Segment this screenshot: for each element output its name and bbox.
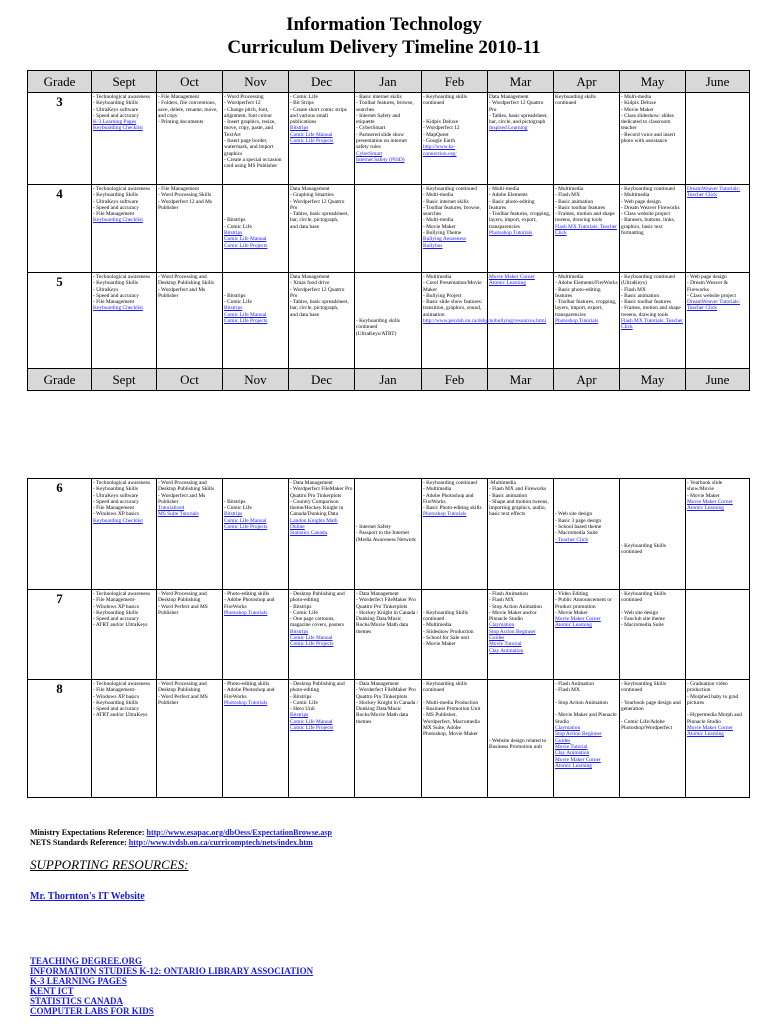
curriculum-cell [422,680,488,798]
cell-text: - Keyboarding Skills continued - Multimedia - Slideshow Production - School for Sale unit - Movie Maker [423,609,474,648]
resource-link[interactable]: Bullying Awareness [423,236,467,243]
curriculum-cell [223,590,289,680]
cell-text: - Word Processing - Wordperfect 12 - Change pitch, font, alignment, font colour - Insert graphics, resize, move, copy, paste, and TextArt - Insert page border, watermark, and import graphics - Create a special occasion card using MS Publisher [224,94,282,170]
curriculum-cell [422,590,488,680]
resource-link[interactable]: Atomic Learning [489,280,526,287]
grade-row-4 [28,185,750,273]
grade-row-3 [28,93,750,185]
timeline-table-grades-3-5 [27,70,750,391]
resource-link[interactable]: Movie Maker Corner [687,498,733,505]
resource-link[interactable]: Comic Life Manual [290,635,333,642]
cell-text: - Multi-media - Kidpix Deluxe - Movie Maker - Class slideshow: slides dedicated to classroom teacher - Record voice and insert photo with assistance [621,94,676,145]
cell-text: - Flash Animation - Flash MX - Stop Action Animation - Movie Maker and/or Pinnacle Studio [489,591,542,623]
resource-link[interactable]: K-3 Learning Pages [93,119,137,126]
cell-text: - Multimedia - Adobe Elements/FireWorks - Basic photo-editing features - Toolbar features, cropping, layers, import, export, transparencies [555,274,618,318]
top-header-may: May [620,71,686,93]
resource-link[interactable]: Atomic Learning [555,622,592,629]
resource-link[interactable]: - Teacher Click [555,536,589,543]
resource-link[interactable]: Comic Life Projects [224,318,268,325]
cell-text: - Technological awareness - Keyboarding Skills - UltraKeys software - Speed and accuracy [93,94,150,119]
curriculum-cell [157,273,223,369]
resource-link[interactable]: Comic Life Projects [224,524,268,531]
cell-text: Data Management - Graphing Smarties - Wordperfect 12 Quattro Pro - Tables, basic spreadsheet, bar, circle, pictograph, and data base [290,186,349,230]
bottom-header-june: June [686,369,750,391]
cell-text: - Keyboarding skills continued - Multi-media Production - Business Promotion Unit - MS Publisher, Wordperfect, Macromedia MX Suite, Adobe Photoshop, Movie Maker [423,681,481,738]
resource-link[interactable]: Bitstrips [290,712,309,719]
resource-link-statistics-canada[interactable]: STATISTICS CANADA [30,996,123,1006]
curriculum-cell [686,680,750,798]
resource-link[interactable]: Bullybus [423,242,443,249]
thornton-website-link[interactable]: Mr. Thornton's IT Website [30,891,145,902]
curriculum-cell [686,590,750,680]
resource-link[interactable]: Atomic Learning [687,505,724,512]
cell-text: - Technological awareness - Keyboarding Skills - UltraKeys software - Speed and accuracy - File Management [93,186,150,218]
title-line-1: Information Technology [286,14,482,35]
bottom-header-sept: Sept [92,369,157,391]
curriculum-cell [92,93,157,185]
cell-text: - Keyboarding continued (UltraKeys) - Flash MX - Basic animation - Basic toolbar features - Frames, motion and shape tweens, drawing tools [621,274,681,318]
nets-link[interactable]: http://www.tvdsb.on.ca/curricomptech/nets/index.htm [128,838,313,847]
cell-text: - Graduation video production - Morphed baby to grad pictures - Hypermedia Morph and Pinnacle Studio [687,681,742,725]
cell-text: - Web page design - Dream Weaver & Fireworks - Class website project [687,274,736,299]
curriculum-cell [223,185,289,273]
curriculum-cell [355,590,422,680]
top-header-june: June [686,71,750,93]
cell-text: - Multimedia - Corel Presentation/Movie Maker - Bullying Project - Basic slide show features: transition, graphics, sound, animation [423,274,483,318]
bottom-header-mar: Mar [488,369,554,391]
resource-link[interactable]: Movie Maker Corner [687,725,733,732]
cell-text: - Keyboarding Skills continued - Web site design - Fanclub site theme - Macromedia Suite [621,591,666,629]
resource-link[interactable]: Tutorialized [158,505,185,512]
curriculum-cell [686,185,750,273]
curriculum-cell [355,479,422,590]
resource-link[interactable]: Flash MX Tutorials: Teacher Click [555,223,617,237]
curriculum-cell [157,93,223,185]
cell-text: - Website design related to Business Promotion unit [489,737,547,750]
cell-text: - Technological awareness - Keyboarding Skills - UltraKeys - Speed and accuracy - File Management [93,274,150,306]
curriculum-cell [355,273,422,369]
resource-link[interactable]: CyberSmart [356,150,383,157]
grade-label: 3 [28,93,92,185]
resource-link[interactable]: Clay Animation [555,750,590,757]
curriculum-cell [422,479,488,590]
cell-text: - Technological awareness - File Management- - Windows XP basics - Keyboarding Skills - Speed and accuracy - ATRT and/or UltraKeys [93,681,150,719]
cell-text: - Keyboarding skills continued (UltraKeys/ATRT) [356,318,401,337]
curriculum-cell [223,680,289,798]
cell-text: Data Management - Xmas food drive - Wordperfect 12 Quattro Pro - Tables, basic spreadsheet, bar, circle, pictograph, and data base [290,274,349,318]
cell-text: - Keyboarding Skills continued - Yearbook page design and generation - Comic Life/Adobe Photoshop/Wordperfect [621,681,681,732]
grade-label: 8 [28,680,92,798]
title-line-2: Curriculum Delivery Timeline 2010-11 [227,37,541,58]
resource-link[interactable]: Comic Life Projects [290,138,334,145]
resource-link[interactable]: Claymation [555,725,581,732]
cell-text: - Multi-media - Adobe Elements - Basic photo-editing features - Toolbar features, cropping, layers, import, export, transparencies [489,186,551,230]
resource-link[interactable]: Bitstrips [290,125,309,132]
cell-text: - Data Management - Worderfect FileMaker Pro Quattro Pro Tinkerplots - Hockey Knight in Canada / Dunking Data/Music Rocks/Movie Math data themes [356,591,419,635]
cell-text: - Basic internet skills - Toolbar features, browse, searches - Internet Safety and etiquette - CyberSmart - Partnered slide show presentation on internet safety rules [356,94,414,151]
curriculum-cell [554,680,620,798]
cell-text: - Technological awareness - File Management- - Windows XP basics - Keyboarding Skills - Speed and accuracy - ATRT and/or UltraKeys [93,591,150,629]
cell-text: - Data Management - Worderfect FileMaker Pro Quattro Pro Tinkerplots - Hockey Knight in Canada / Dunking Data/Music Rocks/Movie Math data themes [356,681,419,725]
grade-label: 7 [28,590,92,680]
curriculum-cell [488,93,554,185]
resource-link[interactable]: MS Suite Tutorials [158,511,199,518]
timeline-table-grades-6-8 [27,478,750,798]
top-header-apr: Apr [554,71,620,93]
resource-link[interactable]: http://www.ks-connection.org/ [423,144,457,157]
resource-link[interactable]: Comic Life Projects [290,725,334,732]
top-header-dec: Dec [289,71,355,93]
curriculum-cell [620,590,686,680]
bottom-header-jan: Jan [355,369,422,391]
curriculum-cell [289,680,355,798]
nets-reference [30,838,313,847]
resource-link[interactable]: Movie Maker Corner [555,616,601,623]
resource-link[interactable]: Photoshop Tutorials [423,511,467,518]
resource-link[interactable]: Movie Tutorial [555,743,588,750]
resource-link[interactable]: Landon Knights Math Online [290,517,338,531]
resource-link[interactable]: Comic Life Manual [290,131,333,138]
grade-label: 5 [28,273,92,369]
curriculum-cell [620,93,686,185]
resource-link-computer-labs[interactable]: COMPUTER LABS FOR KIDS [30,1006,154,1016]
nets-label: NETS Standards Reference: [30,838,127,847]
resource-link[interactable]: Keyboarding Checklist [93,305,143,312]
cell-text: - Word Processing and Desktop Publishing - Word Perfect and MS Publisher [158,681,208,706]
curriculum-cell [620,273,686,369]
resource-link[interactable]: Photoshop Tutorials [489,230,533,237]
cell-text: - Multimedia - Flash MX - Basic animation - Basic toolbar features - Frames, motion and shape tweens, drawing tools [555,186,615,224]
grade-label: 4 [28,185,92,273]
curriculum-cell [554,93,620,185]
resource-link[interactable]: Inspired Learning [489,125,528,132]
ministry-label: Ministry Expectations Reference: [30,828,145,837]
cell-text: - Flash Animation - Flash MX - Stop Action Animation - Movie Maker and Pinnacle Studio [555,681,617,725]
top-header-feb: Feb [422,71,488,93]
cell-text: - File Management - Folders, file conventions, save, delete, rename, move, and copy - Printing documents [158,94,218,126]
curriculum-cell [289,273,355,369]
resource-link[interactable]: Keyboarding Checklist [93,125,143,132]
curriculum-cell [422,93,488,185]
cell-text: - Yearbook slide show/Movie - Movie Maker [687,480,723,499]
cell-text: - Internet Safety - Passport to the Internet (Media Awareness Network [356,524,416,543]
curriculum-cell [620,680,686,798]
curriculum-cell [289,590,355,680]
curriculum-cell [488,185,554,273]
cell-text: - Data Management - Wordperfect FileMaker Pro Quattro Pro Tinkerplots - Country Comparison theme/Hockey Knight in Canada/Dunking Data [290,480,353,518]
resource-links [30,956,313,1016]
cell-text: - Technological awareness - Keyboarding Skills - UltraKeys software - Speed and accuracy - File Management - Windows XP basics [93,480,150,518]
ministry-reference [30,828,332,837]
resource-link-k3-learning-pages[interactable]: K-3 LEARNING PAGES [30,976,127,986]
resource-link[interactable]: Atomic Learning [687,731,724,738]
curriculum-cell [488,680,554,798]
cell-text: -Multimedia - Flash MX and Fireworks - Basic animation - Shape and motion tweens, importing graphics, audio, basic text effects [489,480,549,518]
curriculum-cell [488,590,554,680]
curriculum-cell [355,185,422,273]
grade-row-7 [28,590,750,680]
bottom-header-oct: Oct [157,369,223,391]
resource-link[interactable]: Movie Maker Corner [555,756,601,763]
resource-link[interactable]: Bitstrips [224,230,243,237]
resource-link-information-studies[interactable]: INFORMATION STUDIES K-12: ONTARIO LIBRARY ASSOCIATION [30,966,314,976]
supporting-resources-heading: SUPPORTING RESOURCES: [30,857,189,872]
curriculum-cell [554,185,620,273]
cell-text: - Word Processing and Desktop Publishing Skills - Wordperfect and Ms Publisher [158,274,215,299]
cell-text: - Comic Life - Bit Strips - Create short comic strips and various small publications [290,94,347,126]
curriculum-cell [92,479,157,590]
cell-text: - Photo-editing skills - Adobe Photoshop and FireWorks [224,681,275,700]
resource-link[interactable]: Comic Life Manual [224,517,267,524]
top-header-nov: Nov [223,71,289,93]
resource-link[interactable]: Bitstrips [224,305,243,312]
curriculum-cell [92,273,157,369]
cell-text: - Web site design - Basic 3 page design - School based theme - Macromedia Suite [555,511,602,537]
resource-link[interactable]: Atomic Learning [555,762,592,769]
cell-text: - Video Editing - Public Announcement or Product promotion - Movie Maker [555,591,612,616]
bottom-header-feb: Feb [422,369,488,391]
curriculum-cell [92,185,157,273]
resource-link[interactable]: Photoshop Tutorials [224,699,268,706]
resource-link-teaching-degree[interactable]: TEACHING DEGREE.ORG [30,956,143,966]
cell-text: - Keyboarding continued - Multimedia - Web page design - Dream Weaver Fireworks - Class website project - Banners, buttons, links, graphics, basic text formatting [621,186,680,237]
cell-text: - Keyboarding continued - Multi-media - Basic internet skills - Toolbar features, browse, searches - Multi-media - Movie Maker - Bullying Theme [423,186,481,237]
cell-text: - Word Processing and Desktop Publishing - Word Perfect and MS Publisher [158,591,208,616]
grade-row-5 [28,273,750,369]
grade-row-8 [28,680,750,798]
resource-link[interactable]: Bitstrips [224,511,243,518]
cell-text: - Bitstrips - Comic Life [224,498,252,512]
curriculum-cell [686,479,750,590]
curriculum-cell [355,680,422,798]
resource-link[interactable]: Flash MX Tutorials: Teacher Click [621,318,683,331]
bottom-header-may: May [620,369,686,391]
resource-link[interactable]: http://www.pecdsb.on.ca/dsbg/nobullying/resources.html [423,318,547,325]
curriculum-cell [157,680,223,798]
top-header-mar: Mar [488,71,554,93]
bottom-header-grade: Grade [28,369,92,391]
top-header-oct: Oct [157,71,223,93]
curriculum-cell [157,185,223,273]
resource-link[interactable]: Photoshop Tutorials [555,318,599,325]
curriculum-cell [554,590,620,680]
curriculum-cell [289,93,355,185]
cell-text: - File Management - Word Processing Skills - Wordperfect 12 and Ms Publisher [158,186,212,211]
cell-text: - Keyboarding skills continued - Kidpix Deluxe - Wordperfect 12 - MapQuest - Google Earth [423,94,468,145]
cell-text: - Bitstrips - Comic Life [224,292,252,306]
resource-link[interactable]: Comic Life Manual [290,718,333,725]
curriculum-cell [157,590,223,680]
cell-text: - Desktop Publishing and photo-editing - Bitstrips - Comic Life - One page cartoons, magazine covers, posters [290,591,345,629]
resource-link[interactable]: DreamWeaver Tutorials: Teacher Click [687,186,741,199]
curriculum-cell [554,273,620,369]
resource-link[interactable]: Statistics Canada [290,530,327,537]
curriculum-cell [223,479,289,590]
cell-text: Keyboarding skills continued [555,94,596,107]
resource-link[interactable]: Claymation [489,622,515,629]
cell-text: - Keyboarding continued - Multimedia - Adobe Photoshop and FireWorks - Basic Photo-editing skills [423,480,482,512]
curriculum-cell [223,273,289,369]
resource-link[interactable]: Internet Safety (PISD) [356,156,405,163]
top-header-grade: Grade [28,71,92,93]
curriculum-cell [620,185,686,273]
resource-link[interactable]: Movie Maker Corner [489,274,535,280]
curriculum-cell [554,479,620,590]
resource-link[interactable]: Comic Life Projects [224,242,268,249]
curriculum-cell [620,479,686,590]
curriculum-cell [355,93,422,185]
resource-link[interactable]: Bitstrips [290,628,309,635]
resource-link-kent-ict[interactable]: KENT ICT [30,986,74,996]
cell-text: - Keyboarding Skills continued [621,542,666,556]
grade-row-6 [28,479,750,590]
curriculum-cell [686,273,750,369]
top-header-sept: Sept [92,71,157,93]
resource-link[interactable]: Stop Action Beginner Guides [555,731,602,744]
cell-text: - Bitstrips - Comic Life [224,217,252,230]
curriculum-cell [422,185,488,273]
resource-link[interactable]: Stop Action Beginner Guides [489,628,536,642]
header-row-top [28,71,750,93]
resource-link[interactable]: Comic Life Projects [290,641,334,648]
curriculum-cell [686,93,750,185]
bottom-header-nov: Nov [223,369,289,391]
curriculum-cell [223,93,289,185]
resource-link[interactable]: Comic Life Manual [224,311,267,318]
resource-link[interactable]: DreamWeaver Tutorials: Teacher Click [687,299,741,312]
resource-link[interactable]: Comic Life Manual [224,236,267,243]
curriculum-cell [289,185,355,273]
curriculum-cell [92,590,157,680]
resource-link[interactable]: Keyboarding Checklist [93,517,143,524]
curriculum-cell [488,479,554,590]
bottom-header-apr: Apr [554,369,620,391]
cell-text: - Desktop Publishing and photo-editing - Bitstrips - Comic Life - Hero Unit [290,681,345,713]
grade-label: 6 [28,479,92,590]
curriculum-cell [157,479,223,590]
header-row-bottom [28,369,750,391]
resource-link[interactable]: Photoshop Tutorials [224,609,268,616]
resource-link[interactable]: Movie Tutorial [489,641,522,648]
bottom-header-dec: Dec [289,369,355,391]
resource-link[interactable]: Keyboarding Checklist [93,217,143,224]
resource-link[interactable]: Clay Animation [489,647,524,654]
ministry-link[interactable]: http://www.esapac.org/dbOess/ExpectationBrowse.asp [146,828,332,837]
curriculum-cell [92,680,157,798]
cell-text: Data Management - Wordperfect 12 Quattro Pro - Tables, basic spreadsheet, bar, circle, and pictograph [489,94,548,126]
cell-text: - Word Processing and Desktop Publishing Skills - Wordperfect and Ms Publisher [158,480,215,505]
top-header-jan: Jan [355,71,422,93]
cell-text: - Photo-editing skills - Adobe Photoshop and FireWorks [224,591,275,610]
curriculum-cell [289,479,355,590]
